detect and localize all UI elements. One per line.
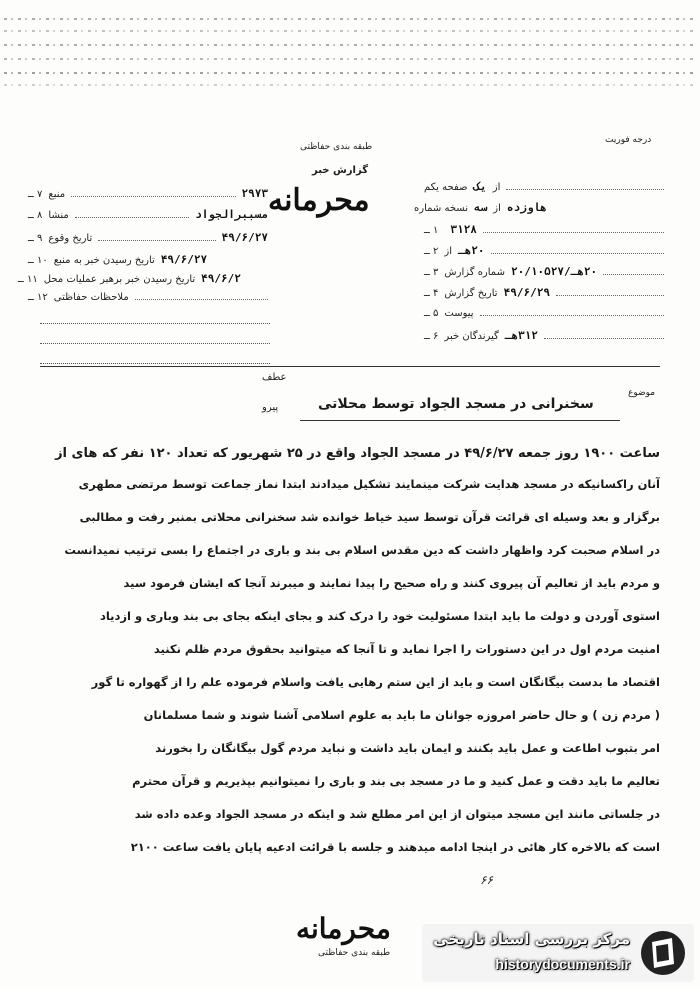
field-report-number: ۳ ــ شماره گزارش ۲۰هـ/۲۰/۱۰۵۲۷ <box>424 265 664 278</box>
classification-label-top: طبقه بندی حفاظتی <box>300 142 373 152</box>
body-line: استوی آوردن و دولت ما باید ابتدا مسئولیت خود را درک کند و بجای اینکه بجای بی بند وباری و ازدیاد <box>99 609 660 623</box>
body-line: برگزار و بعد وسیله ای قرائت قرآن توسط سید خیاط خوانده شد سخنرانی محلاتی بمنبر رفت و مطالبی <box>79 510 660 524</box>
field-event-date: ۹ ــ تاریخ وقوع ۴۹/۶/۲۷ <box>28 231 268 244</box>
page-value: یک <box>473 180 487 193</box>
body-line: امنیت مردم اول در این دستورات را اجرا نماید و تا آنجا که میتوانید بحقوق مردم ظلم نکنید <box>153 642 660 656</box>
body-line: امر بتبوب اطاعت و عمل باید بکنند و ایمان باید داشت و نباید مردم گول بیگانگان را بخورند <box>155 741 660 755</box>
copy-row <box>414 201 664 214</box>
body-line: است که بالاخره کار هائی در اینجا ادامه میدهند و جلسه با قرائت ادعیه پایان یافت ساعت ۲۱۰۰ <box>130 840 660 854</box>
field-origin: ۸ ــ منشا مسببرالجواد <box>28 208 268 221</box>
classification-stamp: محرمانه <box>268 183 370 218</box>
watermark-url: historydocuments.ir <box>495 956 630 972</box>
field-protective-notes: ۱۲ ــ ملاحظات حفاظتی <box>28 292 268 303</box>
archive-logo-icon <box>638 928 688 978</box>
copy-from: از <box>493 203 501 214</box>
subject-side-top: عطف <box>262 372 287 383</box>
field-recipients: ۶ ــ گیرندگان خبر ۳۱۲هـ <box>424 329 664 342</box>
field-report-date: ۴ ــ تاریخ گزارش ۴۹/۶/۲۹ <box>424 286 664 299</box>
body-line: اقتصاد ما بدست بیگانگان است و باید از این ستم رهایی یافت واسلام فرموده علم را از گهواره تا گور <box>91 675 660 689</box>
report-title: گزارش خبر <box>312 165 369 176</box>
body-line: ( مردم زن ) و حال حاضر امروزه جوانان ما باید به علوم اسلامی آشنا شوند و شما مسلمانان <box>143 708 660 722</box>
footer-stamp: محرمانه <box>296 912 391 945</box>
scan-noise-band <box>0 0 700 95</box>
body-line: ساعت ۱۹۰۰ روز جمعه ۴۹/۶/۲۷ در مسجد الجواد واقع در ۲۵ شهریور که تعداد ۱۲۰ نفر که هاى از <box>55 446 660 461</box>
field-received-ops: ۱۱ ــ تاریخ رسیدن خبر برهبر عملیات محل ۴۹/۶/۲ <box>18 272 241 285</box>
watermark <box>422 924 694 982</box>
body-line: و مردم باید از تعالیم آن پیروی کنند و راه صحیح را پیدا نمایند و میبرند آنجا که ایشان فرمود سید <box>123 576 660 590</box>
body-line: آنان راکسانیکه در مسجد هدایت شرکت مینمایند تشکیل میدادند ابتدا نماز جماعت توسط مرتضی مطهری <box>78 477 660 491</box>
page-from: از <box>492 182 501 193</box>
body-line: تعالیم ما باید دقت و عمل کنید و ما در مسجد بی بند و باری را نمیتوانیم بپذیریم و قرآن محترم <box>132 774 660 788</box>
subject-bottom-rule <box>300 420 620 421</box>
subject-label: موضوع <box>628 388 656 398</box>
copy-total: هاوزده <box>506 201 547 214</box>
field-2: ۲ ــ از ۲۰هـ <box>424 244 664 257</box>
footer-classification: طبقه بندی حفاظتی <box>318 948 391 958</box>
page-label: صفحه یکم <box>424 182 468 193</box>
body-line: در اسلام صحبت کرد واظهار داشت که دین مقدس اسلام بی بند و باری در اجتماع را بسی ترتیب نمیدانست <box>64 543 660 557</box>
subject-top-rule <box>40 366 660 367</box>
urgency-label: درجه فوریت <box>605 135 652 145</box>
body-line: در جلساتی مانند این مسجد میتوان از این امر مطلع شد و اینکه در مسجد الجواد وعده داده شد <box>134 807 660 821</box>
field-received-source: ۱۰ ــ تاریخ رسیدن خبر به منبع ۴۹/۶/۲۷ <box>28 253 208 266</box>
subject-side-bottom: پیرو <box>262 402 279 413</box>
field-attachment: ۵ ــ پیوست <box>424 308 664 319</box>
page-row <box>424 180 664 193</box>
watermark-title: مرکز بررسی اسناد تاریخی <box>433 930 630 948</box>
field-1: ۱ ــ ۳۱۲۸ <box>424 223 664 236</box>
copy-label: نسخه شماره <box>414 203 468 214</box>
subject-value: سخنرانی در مسجد الجواد توسط محلاتی <box>318 396 594 412</box>
handwritten-note: ۶۶ <box>480 873 493 887</box>
field-source: ۷ ــ منبع ۲۹۷۳ <box>28 187 268 200</box>
copy-value: سه <box>473 201 488 214</box>
